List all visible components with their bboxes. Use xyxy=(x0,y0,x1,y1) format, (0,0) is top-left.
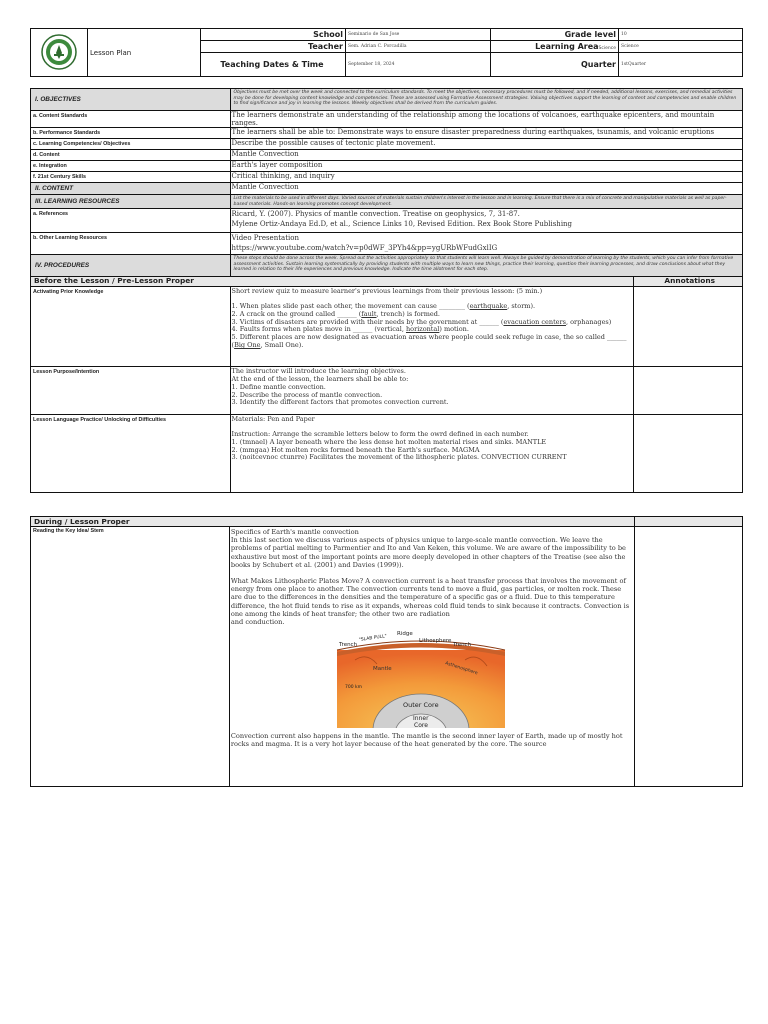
before-lesson-heading: Before the Lesson / Pre-Lesson Proper xyxy=(31,277,634,287)
learning-area-value: Science xyxy=(619,41,743,53)
procedures-heading: IV. PROCEDURES xyxy=(31,255,231,277)
inner-core-label-2: Core xyxy=(413,722,428,729)
reading-key-idea-label: Reading the Key Idea/ Stem xyxy=(31,527,230,787)
reading-paragraph-1: In this last section we discuss various aspects of physics unique to large-scale mantle convection. We leave the problems of partial melting to Parmentier and Ito and Van Keken, this volume. We are aware of the impossibility to be exhaustive but most of the important points are more deeply developed in other chapters of the Treatise (see also the books by Schubert et al. (2001) and Davies (1999)). xyxy=(230,536,626,569)
lesson-plan-title: Lesson Plan xyxy=(88,29,201,77)
activating-knowledge-content: Short review quiz to measure learner's previous learnings from their previous lesson: (5 min.) 1. When plates slide past each other, the movement can cause ________ (earthquake, storm). 2. A crack on the ground called ______ (fault, trench) is formed. 3. Victims of disasters are provided with their needs by the government at ______ (evacuation centers, orphanages) 4. Faults forms when plates move in ______ (vertical, horizontal) motion. 5. Different places are now designated as evacuation areas where people could seek refuge in case, the so called ______ (Big One, Small One). xyxy=(230,287,634,367)
references-value xyxy=(230,209,742,233)
integration-value: Earth's layer composition xyxy=(230,161,742,172)
language-practice-label: Lesson Language Practice/ Unlocking of Difficulties xyxy=(31,415,231,493)
annotations-cell-2 xyxy=(634,367,743,415)
other-resources-value xyxy=(230,233,742,255)
school-seal-icon xyxy=(41,34,77,70)
reading-paragraph-3: Convection current also happens in the mantle. The mantle is the second inner layer of Earth, made up of mostly hot rocks and magma. It is a very hot layer because of the heat generated by the core. The source xyxy=(230,732,623,749)
outer-core-label: Outer Core xyxy=(402,701,439,710)
school-logo-cell xyxy=(31,29,88,77)
content-heading: II. CONTENT xyxy=(31,183,231,195)
annotations-cell-3 xyxy=(634,415,743,493)
teacher-label: Teacher xyxy=(201,41,346,53)
teacher-value: Sem. Adrian C. Porcadilla xyxy=(346,41,491,53)
trench-right-label: Trench xyxy=(452,642,471,649)
mantle-label: Mantle xyxy=(372,666,392,673)
content-section-value: Mantle Convection xyxy=(230,183,742,195)
learning-competencies-label: c. Learning Competencies/ Objectives xyxy=(31,139,231,150)
lesson-proper-annotations xyxy=(635,527,743,787)
reading-key-idea-content xyxy=(229,527,634,787)
grade-value: 10 xyxy=(619,29,743,41)
annotations-cell-1 xyxy=(634,287,743,367)
reading-paragraph-2b: and conduction. xyxy=(230,618,285,627)
integration-label: e. Integration xyxy=(31,161,231,172)
learning-resources-heading: III. LEARNING RESOURCES xyxy=(31,195,231,209)
header-table xyxy=(30,28,743,77)
quarter-value: 1stQuarter xyxy=(619,53,743,77)
dates-value: September 18, 2024 xyxy=(346,53,491,77)
reference-1: Ricard, Y. (2007). Physics of mantle convection. Treatise on geophysics, 7, 31-87. xyxy=(231,210,520,219)
reading-paragraph-2: What Makes Lithospheric Plates Move? A convection current is a heat transfer process that involves the movement of energy from one place to another. The convection currents tend to move a fluid, gas particles, or molten rock. These are due to the differences in the densities and the temperature of a specific gas or a fluid. Due to this temperature difference, the hot fluid tends to rise as it expands, whereas cold fluid tends to sink because it contracts. Convection is one among the kinds of heat transfer; the other two are radiation xyxy=(230,577,630,618)
learning-resources-note: List the materials to be used in different days. Varied sources of materials sustain children's interest in the lesson and in learning. Ensure that there is a mix of concrete and manipulative materials as well as paper-based materials. Hands-on learning promotes concept development. xyxy=(230,195,742,209)
objectives-heading: I. OBJECTIVES xyxy=(31,89,231,111)
mantle-convection-diagram xyxy=(335,630,507,728)
objectives-note: Objectives must be met over the week and connected to the curriculum standards. To meet the objectives, necessary procedures must be followed, and if needed, additional lessons, exercises, and remedial activities may be done for developing content knowledge and competencies. These are assessed using Formative Assessment strategies. Valuing objectives support the learning of content and competencies and enable children to find significance and joy in learning the lessons. Weekly objectives shall be derived from the curriculum guides. xyxy=(230,89,742,111)
content-value: Mantle Convection xyxy=(230,150,742,161)
lithosphere-label: Lithosphere xyxy=(418,638,452,645)
reference-2: Mylene Ortiz-Andaya Ed.D, et al., Science Links 10, Revised Edition. Rex Book Store Publishing xyxy=(231,220,573,229)
references-label: a. References xyxy=(31,209,231,233)
asthenosphere-label: Asthenosphere xyxy=(444,661,478,677)
quarter-label: Quarter xyxy=(491,53,619,77)
annotations-heading: Annotations xyxy=(634,277,743,287)
depth-label: 700 km xyxy=(344,685,362,691)
lesson-purpose-content: The instructor will introduce the learning objectives. At the end of the lesson, the learners shall be able to: 1. Define mantle convection. 2. Describe the process of mantle convection. 3. Identify the different factors that promotes convection current. xyxy=(230,367,634,415)
lesson-proper-table xyxy=(30,516,743,787)
slab-pull-label: "SLAB PULL" xyxy=(358,634,388,644)
lesson-proper-heading: During / Lesson Proper xyxy=(31,517,635,527)
lesson-plan-table xyxy=(30,88,743,493)
language-practice-content: Materials: Pen and Paper Instruction: Arrange the scramble letters below to form the owrd defined in each number. 1. (tmnael) A layer beneath where the less dense hot molten material rises and sinks. MANTLE 2. (mmgaa) Hot molten rocks formed beneath the Earth's surface. MAGMA 3. (noitcevnoc ctunrre) Facilitates the movement of the lithospheric plates. CONVECTION CURRENT xyxy=(230,415,634,493)
lesson-purpose-label: Lesson Purpose/Intention xyxy=(31,367,231,415)
content-standards-value: The learners demonstrate an understanding of the relationship among the locations of volcanoes, earthquake epicenters, and mountain ranges. xyxy=(230,111,742,128)
learning-area-label: Learning AreaScience xyxy=(491,41,619,53)
grade-label: Grade level xyxy=(491,29,619,41)
other-resources-label: b. Other Learning Resources xyxy=(31,233,231,255)
school-value: Seminario de San Jose xyxy=(346,29,491,41)
trench-left-label: Trench xyxy=(338,642,357,649)
school-label: School xyxy=(201,29,346,41)
content-standards-label: a. Content Standards xyxy=(31,111,231,128)
dates-label: Teaching Dates & Time xyxy=(201,53,346,77)
performance-standards-value: The learners shall be able to: Demonstrate ways to ensure disaster preparedness during earthquakes, tsunamis, and volcanic eruptions xyxy=(230,128,742,139)
inner-core-label-1: Inner xyxy=(412,715,429,723)
century-skills-label: f. 21st Century Skills xyxy=(31,172,231,183)
lesson-proper-annotation-header xyxy=(635,517,743,527)
ridge-label: Ridge xyxy=(396,631,413,638)
video-link[interactable]: https://www.youtube.com/watch?v=p0dWF_3PYh4&pp=ygURbWFudGxlIG xyxy=(231,244,498,253)
activating-knowledge-label: Activating Prior Knowledge xyxy=(31,287,231,367)
performance-standards-label: b. Performance Standards xyxy=(31,128,231,139)
content-label: d. Content xyxy=(31,150,231,161)
century-skills-value: Critical thinking, and inquiry xyxy=(230,172,742,183)
reading-title: Specifics of Earth's mantle convection xyxy=(230,528,359,536)
learning-competencies-value: Describe the possible causes of tectonic plate movement. xyxy=(230,139,742,150)
procedures-note: These steps should be done across the week. Spread out the activities appropriately so that students will learn well. Always be guided by demonstration of learning by the students, which you can infer from formative assessment activities. Sustain learning systematically by providing students with multiple ways to learn new things, practice their learning, question their learning processes, and draw conclusions about what they learned in relation to their life experiences and previous knowledge. Indicate the time allotment for each step. xyxy=(230,255,742,277)
video-presentation-text: Video Presentation xyxy=(231,234,299,243)
